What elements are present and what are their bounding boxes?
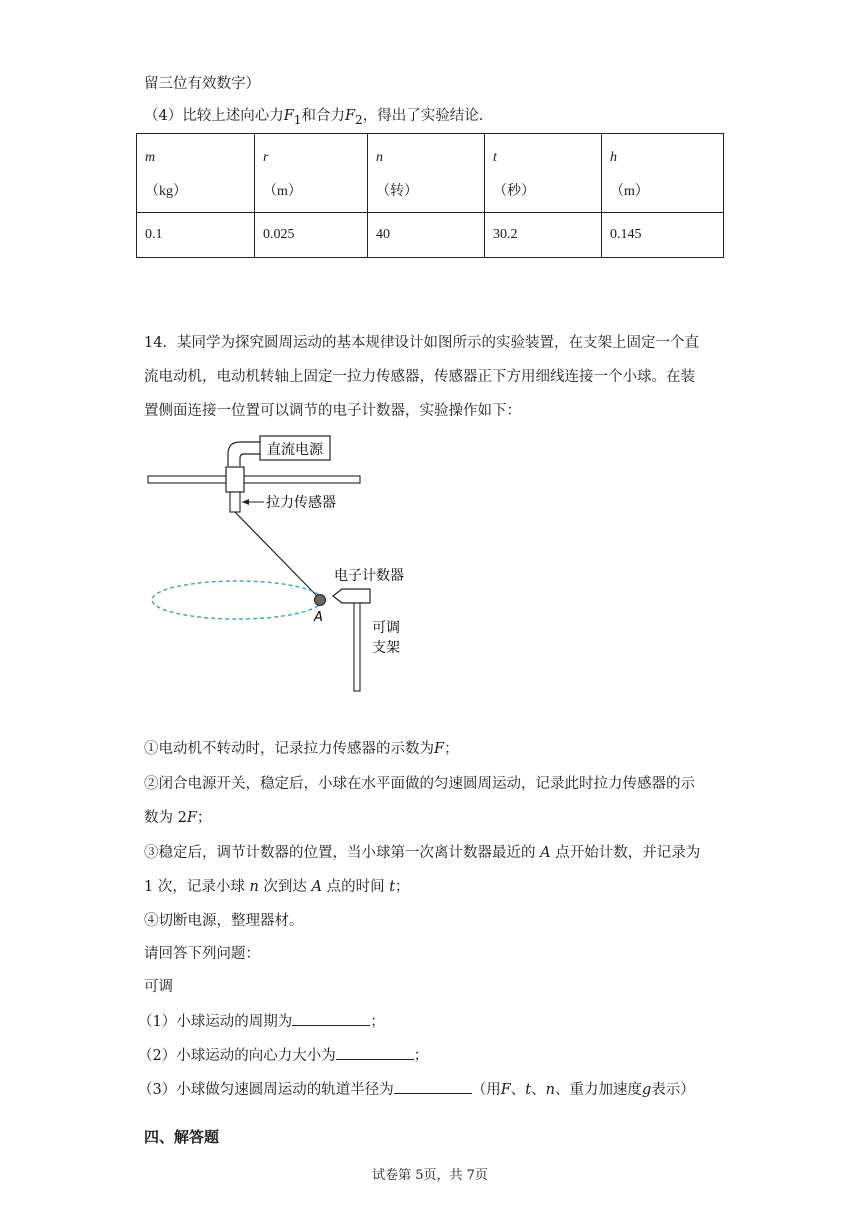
answer-prompt: 请回答下列问题： [144,946,260,962]
string [235,512,318,597]
step-1: ①电动机不转动时，记录拉力传感器的示数为F； [144,741,459,757]
data-table [136,133,724,258]
table-header-cell: h （m） [602,134,724,213]
apparatus-figure [140,434,440,700]
table-cell: 0.145 [602,213,724,258]
counter-label: 电子计数器 [334,568,404,584]
stray-text: 可调 [144,979,173,995]
step-2-line-2: 数为 2F； [144,810,212,826]
step-3-line-2: 1 次，记录小球 n 次到达 A 点的时间 t； [144,879,410,895]
stand-label-2: 支架 [372,640,400,656]
q14-intro-line-1: 14．某同学为探究圆周运动的基本规律设计如图所示的实验装置，在支架上固定一个直 [144,335,699,351]
answer-blank-2[interactable] [336,1045,414,1060]
force-sensor [230,492,240,512]
answer-blank-3[interactable] [394,1079,472,1094]
sub-question-3: （3）小球做匀速圆周运动的轨道半径为 （用F、t、n、重力加速度g表示） [138,1079,695,1100]
step-4: ④切断电源，整理器材。 [144,913,304,929]
table-header-row [137,134,724,213]
answer-blank-1[interactable] [292,1011,370,1026]
table-cell: 40 [368,213,485,258]
table-cell: 30.2 [485,213,602,258]
table-cell: 0.025 [255,213,368,258]
sub-question-1: （1）小球运动的周期为 ； [138,1011,385,1032]
step-2-line-1: ②闭合电源开关，稳定后，小球在水平面做的匀速圆周运动，记录此时拉力传感器的示 [144,776,695,792]
table-header-cell: n （转） [368,134,485,213]
electronic-counter [333,589,370,603]
table-header-cell: t （秒） [485,134,602,213]
support-bar [148,476,360,483]
sensor-arrow [242,499,249,505]
prev-question-tail: 留三位有效数字） [144,76,260,92]
ball [315,595,326,606]
table-header-cell: m （kg） [137,134,255,213]
power-cable-inner [240,454,260,466]
table-header-cell: r （m） [255,134,368,213]
point-a-label: A [314,610,323,625]
q14-intro-line-2: 流电动机，电动机转轴上固定一拉力传感器，传感器正下方用细线连接一个小球。在装 [144,369,695,385]
motor [226,467,244,492]
page-footer: 试卷第 5页，共 7页 [372,1168,488,1183]
q14-intro-line-3: 置侧面连接一位置可以调节的电子计数器，实验操作如下： [144,403,521,419]
sub-question-2: （2）小球运动的向心力大小为 ； [138,1045,428,1066]
sensor-label: 拉力传感器 [266,495,336,511]
power-supply-label: 直流电源 [267,442,323,458]
step-3-line-1: ③稳定后，调节计数器的位置，当小球第一次离计数器最近的 A 点开始计数，并记录为 [144,845,701,861]
orbit-path [152,581,322,619]
stand-label-1: 可调 [372,620,400,636]
adjustable-stand [354,603,360,691]
table-cell: 0.1 [137,213,255,258]
prev-question-part4: （4）比较上述向心力$F_1$和合力$F_2$，得出了实验结论． [144,108,494,127]
table-row [137,213,724,258]
section-heading: 四、解答题 [144,1128,220,1146]
